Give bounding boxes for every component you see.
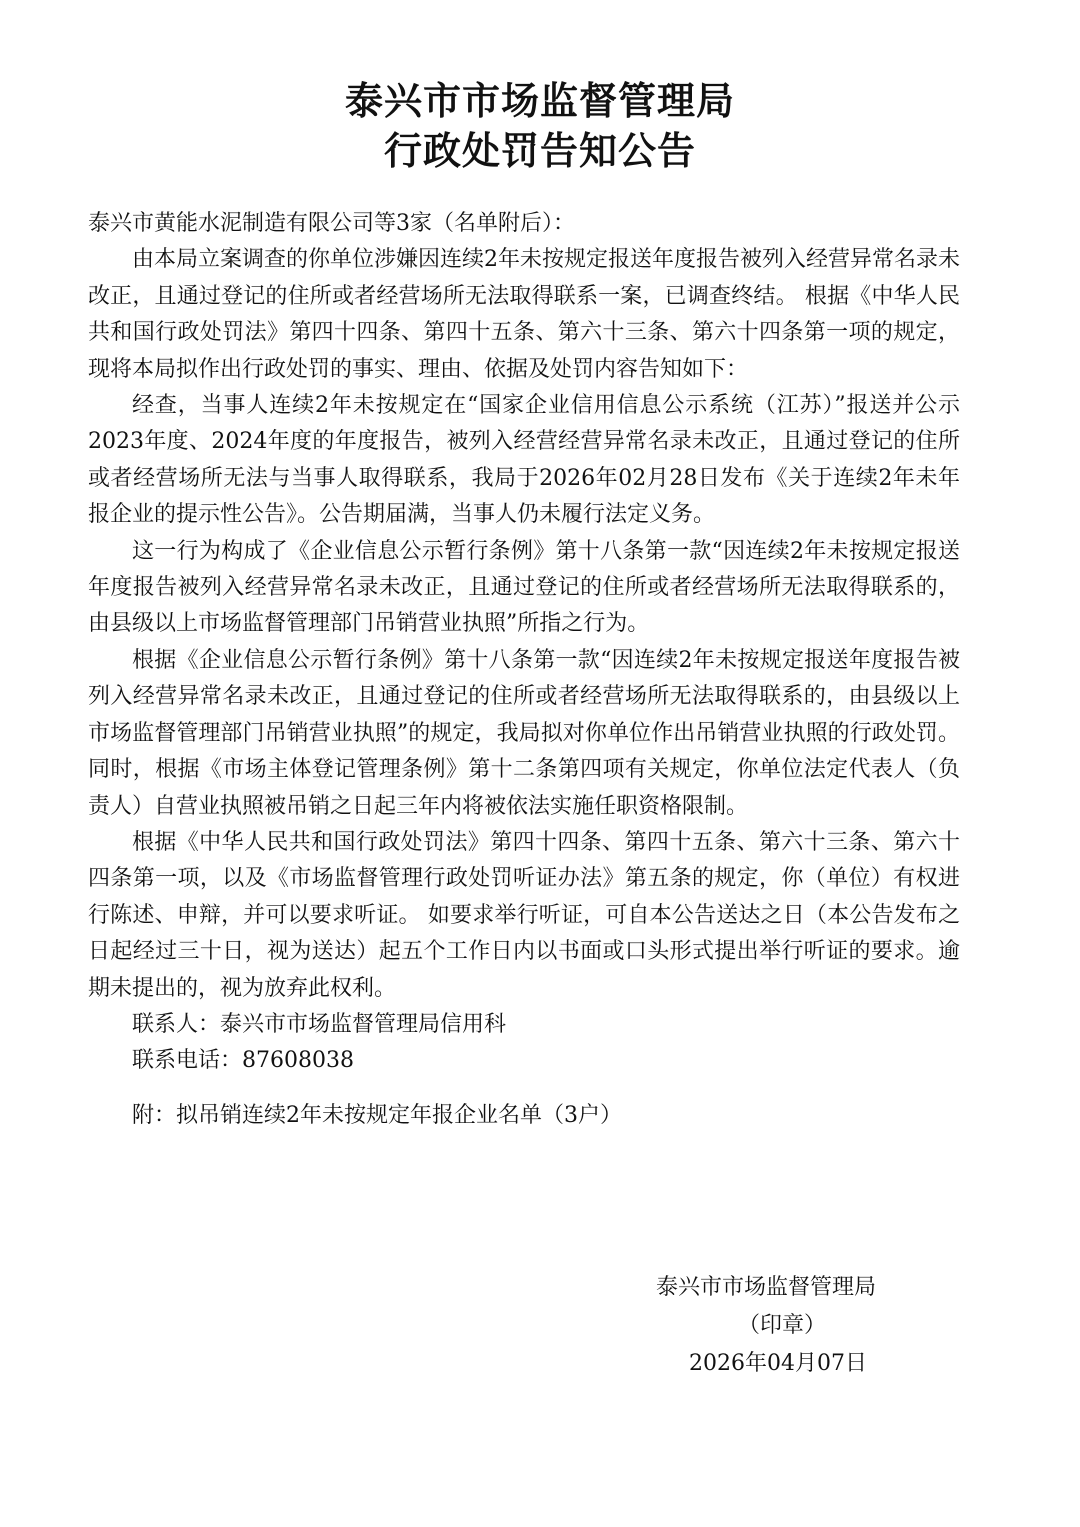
paragraph-facts: 经查，当事人连续2年未按规定在“国家企业信用信息公示系统（江苏）”报送并公示2023年度、2024年度的年度报告，被列入经营经营异常名录未改正，且通过登记的住所或者经营场所无法与当事人取得联系，我局于2026年02月28日发布《关于连续2年未年报企业的提示性公告》。公告期届满，当事人仍未履行法定义务。 (88, 393, 960, 528)
addressee: 泰兴市黄能水泥制造有限公司等3家（名单附后）： (88, 211, 575, 236)
paragraph-case-intro: 由本局立案调查的你单位涉嫌因连续2年未按规定报送年度报告被列入经营异常名录未改正，且通过登记的住所或者经营场所无法取得联系一案，已调查终结。 根据《中华人民共和国行政处罚法》第四十四条、第四十五条、第六十三条、第六十四条第一项的规定，现将本局拟作出行政处罚的事实、理由、依据及处罚内容告知如下： (88, 247, 960, 382)
page-title: 泰兴市市场监督管理局 (344, 79, 735, 123)
signature-org: 泰兴市市场监督管理局 (656, 1275, 877, 1300)
page-subtitle: 行政处罚告知公告 (383, 129, 696, 173)
notice-body (88, 206, 960, 1134)
contact-person: 联系人：泰兴市市场监督管理局信用科 (132, 1011, 507, 1037)
spacer (88, 1080, 960, 1098)
paragraph-rights: 根据《中华人民共和国行政处罚法》第四十四条、第四十五条、第六十三条、第六十四条第一项，以及《市场监督管理行政处罚听证办法》第五条的规定，你（单位）有权进行陈述、申辩，并可以要求听证。 如要求举行听证，可自本公告送达之日（本公告发布之日起经过三十日，视为送达）起五个工作日内以书面或口头形式提出举行听证的要求。逾期未提出的，视为放弃此权利。 (88, 829, 960, 1001)
paragraph-violation: 这一行为构成了《企业信息公示暂行条例》第十八条第一款“因连续2年未按规定报送年度报告被列入经营异常名录未改正，且通过登记的住所或者经营场所无法取得联系的，由县级以上市场监督管理部门吊销营业执照”所指之行为。 (88, 538, 960, 637)
signature-seal: （印章） (738, 1313, 827, 1338)
contact-phone: 联系电话：87608038 (132, 1048, 354, 1074)
paragraph-penalty: 根据《企业信息公示暂行条例》第十八条第一款“因连续2年未按规定报送年度报告被列入经营异常名录未改正，且通过登记的住所或者经营场所无法取得联系的，由县级以上市场监督管理部门吊销营业执照”的规定，我局拟对你单位作出吊销营业执照的行政处罚。 同时，根据《市场主体登记管理条例》第十二条第四项有关规定，你单位法定代表人（负责人）自营业执照被吊销之日起三年内将被依法实施任职资格限制。 (88, 647, 961, 819)
signature-date: 2026年04月07日 (689, 1351, 867, 1376)
attachment-note: 附：拟吊销连续2年未按规定年报企业名单（3户） (132, 1102, 622, 1128)
